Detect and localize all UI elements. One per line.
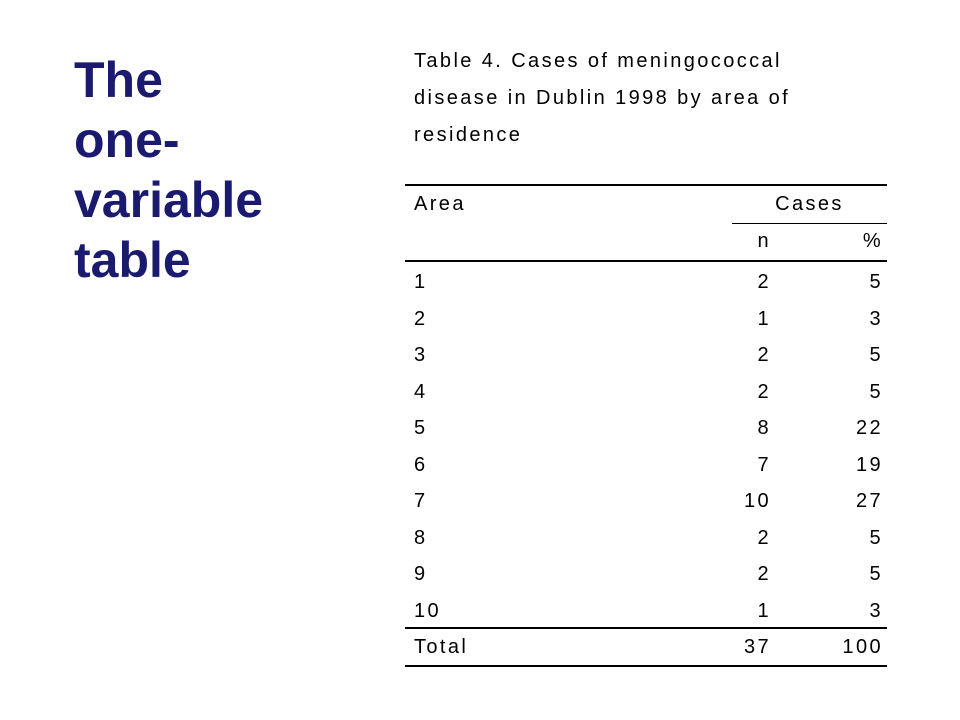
table-row <box>405 591 887 628</box>
table-row <box>405 299 887 336</box>
cell-n: 7 <box>757 453 771 476</box>
header-cases: Cases <box>775 193 844 215</box>
header-area: Area <box>414 193 466 215</box>
table-total-row <box>405 629 887 665</box>
cell-percent: 3 <box>869 307 883 330</box>
table-body <box>405 262 887 627</box>
table-header-row <box>405 186 887 224</box>
cell-area: 5 <box>414 417 428 439</box>
table-row <box>405 262 887 299</box>
cell-area: 6 <box>414 453 428 476</box>
cell-n: 2 <box>757 344 771 366</box>
cell-area: 2 <box>414 307 428 330</box>
cell-area: 10 <box>414 599 442 622</box>
cell-percent: 5 <box>869 563 883 585</box>
total-label: Total <box>414 636 469 658</box>
title-line: one- <box>74 112 180 168</box>
cell-area: 4 <box>414 380 428 403</box>
title-line: The <box>74 52 163 108</box>
cell-n: 8 <box>757 417 771 439</box>
table-caption <box>414 43 790 154</box>
table-row <box>405 335 887 372</box>
cell-area: 7 <box>414 490 428 512</box>
total-n: 37 <box>743 636 771 658</box>
table-row <box>405 554 887 591</box>
table-row <box>405 372 887 409</box>
caption-line: disease in Dublin 1998 by area of <box>414 87 791 109</box>
cell-percent: 27 <box>855 490 883 512</box>
cell-area: 3 <box>414 344 428 366</box>
cell-percent: 5 <box>869 526 883 549</box>
title-line: table <box>74 232 191 288</box>
cell-n: 10 <box>743 490 771 512</box>
cell-n: 1 <box>757 307 771 330</box>
table-subheader-row <box>405 224 887 260</box>
cell-percent: 19 <box>855 453 883 476</box>
header-n: n <box>757 230 771 252</box>
cell-percent: 22 <box>855 417 883 439</box>
slide-title <box>74 50 263 290</box>
caption-line: residence <box>414 124 523 146</box>
cell-n: 2 <box>757 526 771 549</box>
cell-percent: 5 <box>869 271 883 293</box>
cases-table <box>405 184 887 667</box>
table-bottom-rule <box>405 665 887 667</box>
total-percent: 100 <box>842 636 883 658</box>
table-row <box>405 408 887 445</box>
cell-area: 8 <box>414 526 428 549</box>
cell-percent: 5 <box>869 344 883 366</box>
cell-n: 2 <box>757 380 771 403</box>
cell-percent: 3 <box>869 599 883 622</box>
cell-n: 1 <box>757 599 771 622</box>
cell-n: 2 <box>757 563 771 585</box>
cell-area: 9 <box>414 563 428 585</box>
cell-area: 1 <box>414 271 428 293</box>
cell-n: 2 <box>757 271 771 293</box>
caption-line: Table 4. Cases of meningococcal <box>414 50 782 72</box>
table-row <box>405 481 887 518</box>
table-row <box>405 518 887 555</box>
header-percent: % <box>862 230 883 252</box>
title-line: variable <box>74 172 264 228</box>
cell-percent: 5 <box>869 380 883 403</box>
table-row <box>405 445 887 482</box>
